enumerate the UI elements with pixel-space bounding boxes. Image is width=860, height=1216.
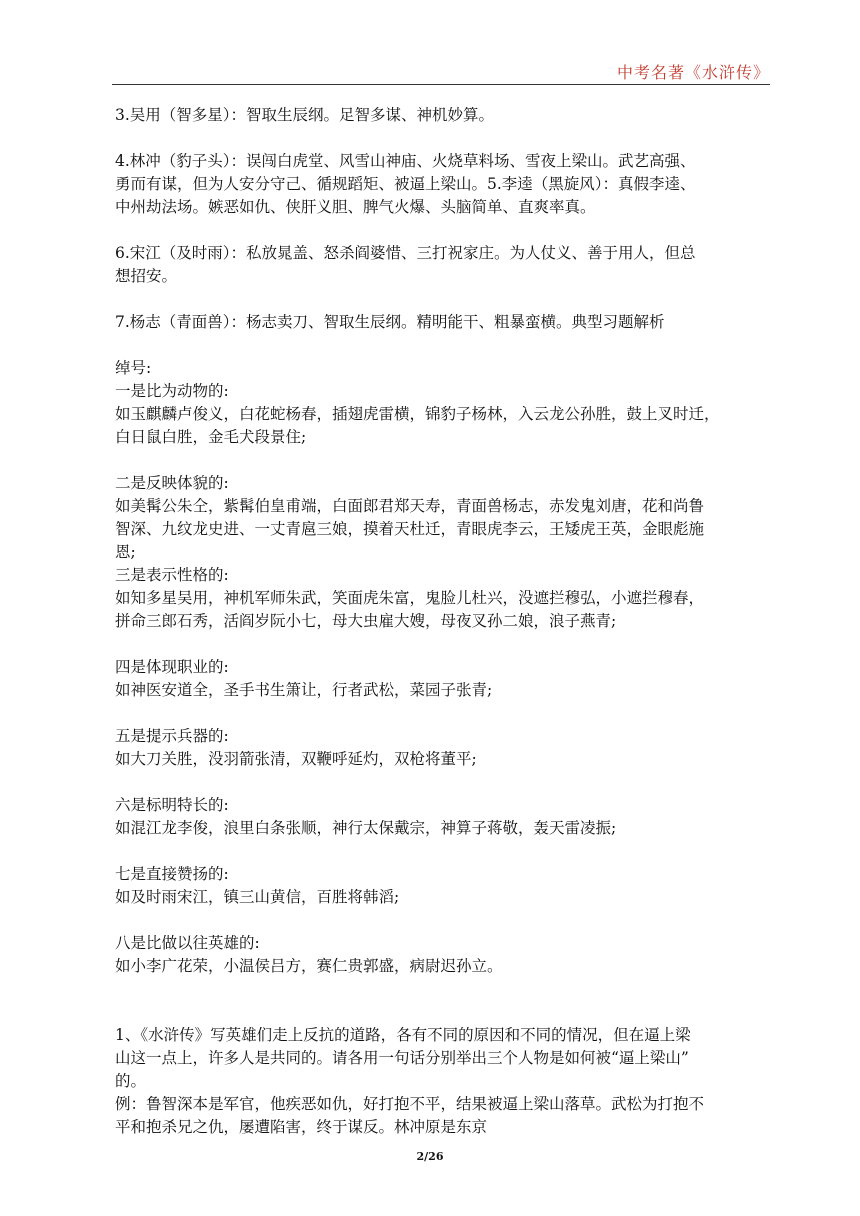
paragraph-yang-zhi: 7.杨志（青面兽）：杨志卖刀、智取生辰纲。精明能干、粗暴蛮横。典型习题解析 <box>115 313 665 331</box>
section-personality <box>115 564 775 633</box>
section-weapons <box>115 725 775 771</box>
text-line: 山这一点上，许多人是共同的。请各用一句话分别举出三个人物是如何被“逼上梁山” <box>115 1049 689 1067</box>
text-line: 如及时雨宋江，镇三山黄信，百胜将韩滔; <box>115 888 400 906</box>
question-1 <box>115 1024 775 1139</box>
category-title: 一是比为动物的: <box>115 382 229 400</box>
text-line: 如知多星吴用，神机军师朱武，笑面虎朱富，鬼脸儿杜兴，没遮拦穆弘，小遮拦穆春， <box>115 589 705 607</box>
header-divider <box>112 84 770 85</box>
nickname-heading: 绰号: <box>115 359 152 377</box>
category-title: 六是标明特长的: <box>115 796 229 814</box>
example-line: 平和抱杀兄之仇，屡遭陷害，终于谋反。林冲原是东京 <box>115 1118 488 1136</box>
text-line: 如小李广花荣，小温侯吕方，赛仁贵郭盛，病尉迟孙立。 <box>115 957 503 975</box>
text-line: 如神医安道全，圣手书生箫让，行者武松，菜园子张青; <box>115 681 493 699</box>
category-title: 三是表示性格的: <box>115 566 229 584</box>
section-nicknames <box>115 357 775 449</box>
paragraph-wu-yong: 3.吴用（智多星）：智取生辰纲。足智多谋、神机妙算。 <box>115 106 495 124</box>
category-title: 八是比做以往英雄的: <box>115 934 260 952</box>
paragraph-song-jiang <box>115 242 775 288</box>
text-line: 中州劫法场。嫉恶如仇、侠肝义胆、脾气火爆、头脑简单、直爽率真。 <box>115 198 596 216</box>
text-line: 勇而有谋，但为人安分守己、循规蹈矩、被逼上梁山。5.李逵（黑旋风）：真假李逵、 <box>115 175 696 193</box>
paragraph-lin-chong-li-kui <box>115 150 775 219</box>
document-body <box>115 104 775 1139</box>
section-specialty <box>115 794 775 840</box>
text-line: 4.林冲（豹子头）：误闯白虎堂、风雪山神庙、火烧草料场、雪夜上梁山。武艺高强、 <box>115 152 696 170</box>
category-title: 七是直接赞扬的: <box>115 865 229 883</box>
text-line: 如玉麒麟卢俊义，白花蛇杨春，插翅虎雷横，锦豹子杨林，入云龙公孙胜，鼓上叉时迁， <box>115 405 720 423</box>
text-line: 智深、九纹龙史进、一丈青扈三娘，摸着天杜迁，青眼虎李云，王矮虎王英，金眼彪施 <box>115 520 705 538</box>
section-former-heroes <box>115 932 775 978</box>
text-line: 1、《水浒传》写英雄们走上反抗的道路，各有不同的原因和不同的情况，但在逼上梁 <box>115 1026 691 1044</box>
text-line: 如美髯公朱仝，紫髯伯皇甫端，白面郎君郑天寿，青面兽杨志，赤发鬼刘唐，花和尚鲁 <box>115 497 705 515</box>
page-number: 2/26 <box>416 1150 444 1163</box>
text-line: 拼命三郎石秀，活阎岁阮小七，母大虫雇大嫂，母夜叉孙二娘，浪子燕青; <box>115 612 617 630</box>
category-title: 四是体现职业的: <box>115 658 229 676</box>
text-line: 如混江龙李俊，浪里白条张顺，神行太保戴宗，神算子蒋敬，轰天雷凌振; <box>115 819 617 837</box>
text-line: 白日鼠白胜，金毛犬段景住; <box>115 428 307 446</box>
header-title: 中考名著《水浒传》 <box>616 63 770 82</box>
text-line: 的。 <box>115 1072 147 1090</box>
example-line: 例：鲁智深本是军官，他疾恶如仇，好打抱不平，结果被逼上梁山落草。武松为打抱不 <box>115 1095 705 1113</box>
section-praise <box>115 863 775 909</box>
text-line: 想招安。 <box>115 267 178 285</box>
text-line: 如大刀关胜，没羽箭张清，双鞭呼延灼，双枪将董平; <box>115 750 477 768</box>
text-line: 恩; <box>115 543 136 561</box>
category-title: 五是提示兵器的: <box>115 727 229 745</box>
text-line: 6.宋江（及时雨）：私放晁盖、怒杀阎婆惜、三打祝家庄。为人仗义、善于用人，但总 <box>115 244 696 262</box>
section-occupation <box>115 656 775 702</box>
section-appearance <box>115 472 775 564</box>
category-title: 二是反映体貌的: <box>115 474 229 492</box>
